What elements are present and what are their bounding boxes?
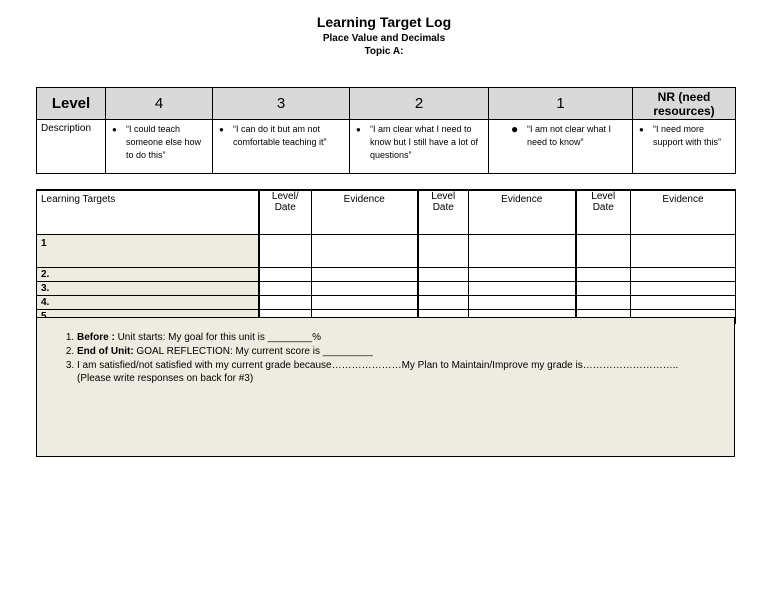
target-row-label: 1 [37,235,259,268]
bullet-icon: ● [639,125,644,134]
goal-item-label: End of Unit: [77,346,134,357]
description-level-2 [350,120,489,174]
level-date-cell[interactable] [259,235,312,268]
level-date-cell[interactable] [576,235,631,268]
bullet-icon: ● [356,125,361,134]
level-3-header: 3 [213,88,350,120]
level-date-cell[interactable] [259,268,312,282]
goals-list [37,331,734,373]
goal-item-before [77,331,734,345]
description-level-nr [633,120,736,174]
evidence-cell[interactable] [631,235,736,268]
goal-item-text: GOAL REFLECTION: My current score is _________ [133,346,373,357]
evidence-header: Evidence [312,190,418,235]
level-header-line1: Level [591,191,616,202]
goals-section [36,317,735,457]
nr-label-line2: resources) [653,103,715,118]
learning-targets-header: Learning Targets [37,190,259,235]
evidence-cell[interactable] [469,268,576,282]
description-level-3 [213,120,350,174]
evidence-cell[interactable] [469,235,576,268]
learning-targets-table [36,189,736,324]
description-label: Description [41,123,92,134]
description-text: “I am clear what I need to know but I still have a lot of questions” [370,124,479,160]
evidence-cell[interactable] [312,296,418,310]
level-date-cell[interactable] [259,296,312,310]
goals-note: (Please write responses on back for #3) [77,373,254,384]
description-label-cell [37,120,106,174]
levels-table [36,87,736,174]
level-date-header [259,190,312,235]
description-text: “I am not clear what I need to know” [527,124,612,147]
description-text: “I could teach someone else how to do this” [126,124,202,160]
bullet-icon: ● [511,122,519,136]
goal-item-end [77,345,734,359]
level-date-cell[interactable] [418,296,469,310]
target-row-label: 4. [37,296,259,310]
description-level-1 [489,120,633,174]
evidence-cell[interactable] [312,282,418,296]
level-date-cell[interactable] [418,268,469,282]
topic-label: Topic A: [364,46,404,57]
bullet-icon: ● [219,125,224,134]
page-subtitle: Place Value and Decimals [322,33,446,44]
target-row-label: 2. [37,268,259,282]
evidence-cell[interactable] [631,282,736,296]
level-nr-header [633,88,736,120]
level-date-header [418,190,469,235]
level-date-cell[interactable] [576,282,631,296]
level-date-cell[interactable] [259,282,312,296]
evidence-cell[interactable] [631,296,736,310]
evidence-header: Evidence [631,190,736,235]
page-title: Learning Target Log [316,14,452,30]
bullet-icon: ● [112,125,117,134]
description-text: “I can do it but am not comfortable teaching it” [233,124,327,147]
level-date-cell[interactable] [576,268,631,282]
evidence-cell[interactable] [469,282,576,296]
evidence-cell[interactable] [469,296,576,310]
goal-item-label: Before : [77,332,115,343]
evidence-cell[interactable] [312,268,418,282]
level-date-cell[interactable] [576,296,631,310]
evidence-header: Evidence [469,190,576,235]
description-level-4 [106,120,213,174]
level-2-header: 2 [350,88,489,120]
level-date-header-line2: Date [274,202,296,213]
evidence-cell[interactable] [631,268,736,282]
level-date-header [576,190,631,235]
date-header-line2: Date [432,202,454,213]
nr-label-line1: NR (need [657,89,711,104]
level-date-cell[interactable] [418,282,469,296]
level-date-header-line1: Level/ [271,191,299,202]
level-1-header: 1 [489,88,633,120]
date-header-line2: Date [592,202,614,213]
level-header: Level [37,88,106,120]
level-4-header: 4 [106,88,213,120]
target-row-label: 3. [37,282,259,296]
description-text: “I need more support with this” [653,124,722,147]
level-date-cell[interactable] [418,235,469,268]
evidence-cell[interactable] [312,235,418,268]
goal-item-text: I am satisfied/not satisfied with my current grade because…………………My Plan to Maintain/Improve my grade is……………………….. [77,360,679,371]
goal-item-text: Unit starts: My goal for this unit is ________% [114,332,322,343]
goal-item-satisfaction [77,359,734,373]
level-header-line1: Level [431,191,456,202]
